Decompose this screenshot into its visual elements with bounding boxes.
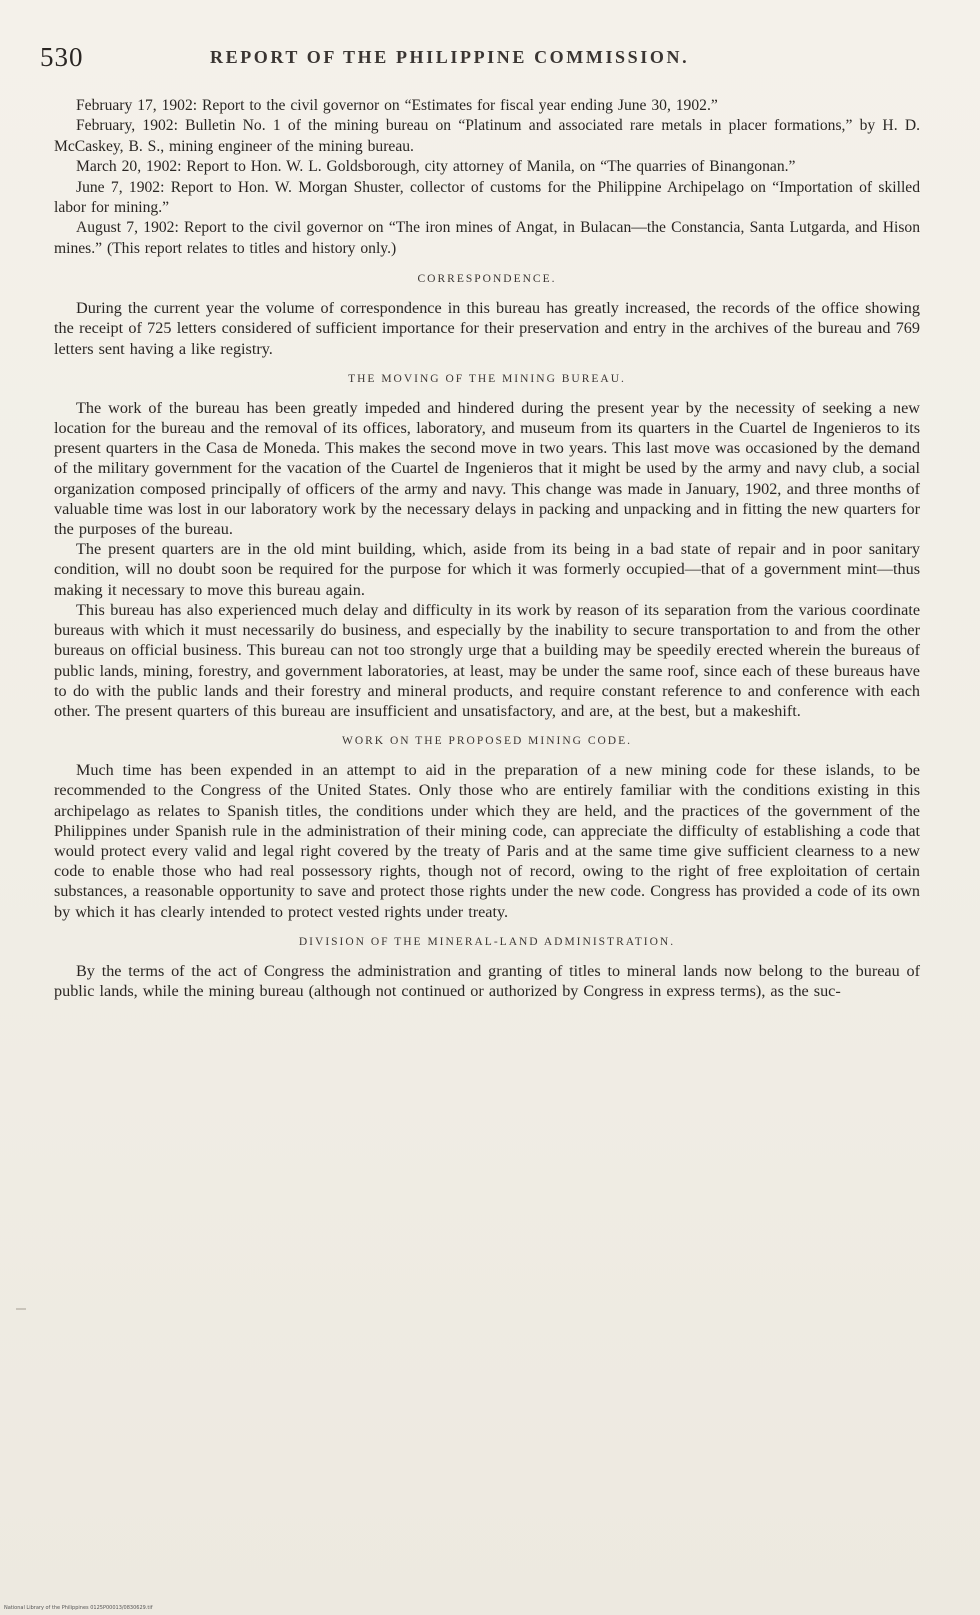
section-moving-bureau <box>54 373 920 721</box>
section-correspondence <box>54 273 920 359</box>
paragraph: The work of the bureau has been greatly impeded and hindered during the present year by the necessity of seeking a new location for the bureau and the removal of its offices, laboratory, and museum from its quarters in the Cuartel de Ingenieros to its present quarters in the Casa de Moneda. This makes the second move in two years. This last move was occasioned by the demand of the military government for the vacation of the Cuartel de Ingenieros that it might be used by the army and navy club, a social organization composed principally of officers of the army and navy. This change was made in January, 1902, and three months of valuable time was lost in our laboratory work by the necessary delays in packing and unpacking and in fitting the new quarters for the purposes of the bureau. <box>54 398 920 539</box>
report-entry: June 7, 1902: Report to Hon. W. Morgan Shuster, collector of customs for the Philippine Archipelago on “Importation of skilled labor for mining.” <box>54 178 920 217</box>
section-heading: CORRESPONDENCE. <box>417 273 557 286</box>
paragraph: This bureau has also experienced much delay and difficulty in its work by reason of its separation from the various coordinate bureaus with which it must necessarily do business, and especially by the inability to secure transportation to and from the other bureaus on official business. This bureau can not too strongly urge that a building may be speedily erected wherein the bureaus of public lands, mining, forestry, and government laboratories, at least, may be under the same roof, since each of these bureaus have to do with the public lands and their forestry and mineral products, and require constant reference to and conference with each other. The present quarters of this bureau are insufficient and unsatisfactory, and are, at the best, but a makeshift. <box>54 600 920 720</box>
section-mining-code <box>54 735 920 922</box>
report-entry: March 20, 1902: Report to Hon. W. L. Goldsborough, city attorney of Manila, on “The quarries of Binangonan.” <box>76 158 796 176</box>
report-entry: August 7, 1902: Report to the civil governor on “The iron mines of Angat, in Bulacan—the Constancia, Santa Lutgarda, and Hison mines.” (This report relates to titles and history only.) <box>54 219 920 257</box>
paragraph: The present quarters are in the old mint building, which, aside from its being in a bad state of repair and in poor sanitary condition, will no doubt soon be required for the purpose for which it was formerly occupied—that of a government mint—thus making it necessary to move this bureau again. <box>54 540 920 599</box>
paragraph: During the current year the volume of correspondence in this bureau has greatly increased, the records of the office showing the receipt of 725 letters considered of sufficient importance for their preservation and entry in the archives of the bureau and 769 letters sent having a like registry. <box>54 299 920 358</box>
paragraph: Much time has been expended in an attempt to aid in the preparation of a new mining code for these islands, to be recommended to the Congress of the United States. Only those who are entirely familiar with the conditions existing in this archipelago as relates to Spanish titles, the conditions under which they are held, and the practices of the government of the Philippines under Spanish rule in the administration of their mining code, can appreciate the difficulty of establishing a code that would protect every valid and legal right covered by the treaty of Paris and at the same time give sufficient clearness to a new code to enable those who had real possessory rights, though not of record, owing to the right of free exploitation of certain substances, a reasonable opportunity to save and protect those rights under the new code. Congress has provided a code of its own by which it has clearly intended to protect vested rights under treaty. <box>54 761 920 921</box>
page-number: 530 <box>40 42 84 72</box>
scan-footer: National Library of the Philippines 0125P00013/0830629.tif <box>4 1605 153 1611</box>
report-entry: February, 1902: Bulletin No. 1 of the mining bureau on “Platinum and associated rare metals in placer formations,” by H. D. McCaskey, B. S., mining engineer of the mining bureau. <box>54 117 920 155</box>
section-heading: THE MOVING OF THE MINING BUREAU. <box>348 372 626 385</box>
scan-mark <box>16 1308 26 1310</box>
page-body <box>54 96 920 1001</box>
section-heading: DIVISION OF THE MINERAL-LAND ADMINISTRATION. <box>298 935 676 948</box>
report-list <box>54 96 920 259</box>
report-entry: February 17, 1902: Report to the civil governor on “Estimates for fiscal year ending June 30, 1902.” <box>76 97 718 114</box>
page-header <box>40 42 930 76</box>
section-mineral-land <box>54 936 920 1001</box>
paragraph: By the terms of the act of Congress the administration and granting of titles to mineral lands now belong to the bureau of public lands, while the mining bureau (although not continued or authorized by Congress in express terms), as the suc- <box>54 961 920 1000</box>
running-head: REPORT OF THE PHILIPPINE COMMISSION. <box>210 47 690 67</box>
section-heading: WORK ON THE PROPOSED MINING CODE. <box>341 735 633 748</box>
